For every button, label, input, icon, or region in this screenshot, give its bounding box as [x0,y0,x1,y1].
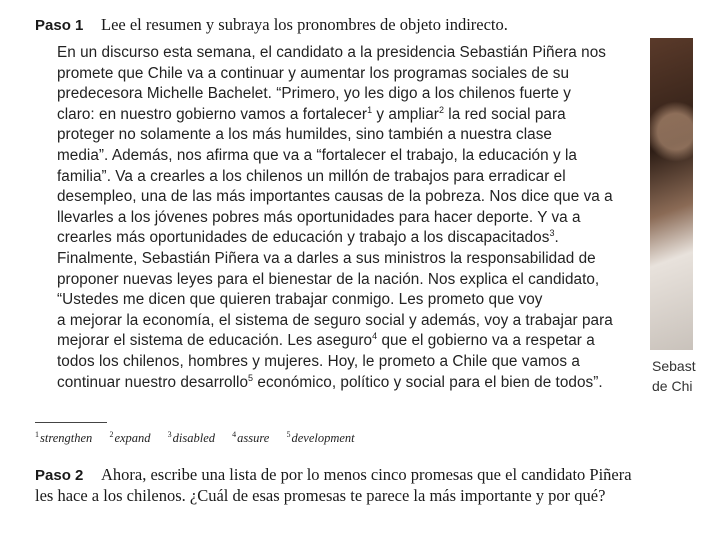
footnote-word: development [291,431,355,445]
candidate-photo [650,38,693,350]
footnote-marker: 4 [372,331,378,342]
passage-line [57,352,647,373]
footnote-item [286,431,354,445]
passage-line [57,84,647,105]
passage-line [57,105,647,126]
passage-text: Finalmente, Sebastián Piñera va a darles a sus ministros la responsabilidad de [57,249,596,267]
passage-line [57,43,647,64]
passage-line [57,290,647,311]
summary-passage [57,43,647,393]
passage-line [57,167,647,188]
footnote-word: strengthen [40,431,93,445]
footnote-number: 3 [167,430,172,439]
footnote-marker: 2 [438,104,444,115]
footnote-item [232,431,269,445]
paso-1-instruction: Lee el resumen y subraya los pronombres de objeto indirecto. [101,15,508,34]
passage-line [57,208,647,229]
passage-text: todos los chilenos, hombres y mujeres. Hoy, le prometo a Chile que vamos a [57,352,580,370]
footnote-marker: 5 [248,372,254,383]
passage-line [57,249,647,270]
passage-text: “Ustedes me dicen que quieren trabajar conmigo. Les prometo que voy [57,291,543,309]
passage-line [57,311,647,332]
footnote-marker: 3 [549,228,555,239]
footnote-word: disabled [172,431,216,445]
caption-line: Sebast [652,358,696,374]
passage-text: desempleo, una de las más importantes causas de la pobreza. Nos dice que va a [57,188,613,206]
paso-1-heading [35,15,508,35]
footnote-number: 5 [286,430,291,439]
passage-text: y ampliar [372,105,439,123]
passage-line [57,187,647,208]
passage-line [57,64,647,85]
caption-line: de Chi [652,378,693,394]
footnote-item [168,431,215,445]
passage-text: crearles más oportunidades de educación y trabajo a los discapacitados [57,229,550,247]
paso-1-label: Paso 1 [35,17,84,34]
footnote-number: 2 [109,430,114,439]
footnote-number: 4 [232,430,237,439]
passage-line [57,146,647,167]
passage-text: que el gobierno va a respetar a [377,332,595,350]
passage-text: la red social para [444,105,566,123]
passage-text: proteger no solamente a los más humildes, sino también a nuestra clase [57,126,552,144]
passage-text: . [554,229,559,247]
passage-line [57,373,647,394]
footnote-number: 1 [35,430,39,439]
passage-text: promete que Chile va a continuar y aumentar los programas sociales de su [57,64,570,82]
passage-text: a mejorar la economía, el sistema de seguro social y además, voy a trabajar para [57,311,613,329]
passage-text: mejorar el sistema de educación. Les aseguro [57,332,373,350]
footnote-word: assure [237,431,270,445]
passage-line [57,125,647,146]
paso-2-instruction: Ahora, escribe una lista de por lo menos cinco promesas que el candidato Piñera [101,465,632,484]
passage-text: En un discurso esta semana, el candidato a la presidencia Sebastián Piñera nos [57,44,606,61]
passage-text: continuar nuestro desarrollo [57,373,249,391]
paso-2-instruction-continued: les hace a los chilenos. ¿Cuál de esas promesas te parece la más importante y por qué? [35,486,606,505]
photo-caption [652,356,696,396]
passage-line [57,270,647,291]
passage-text: media”. Además, nos afirma que va a “fortalecer el trabajo, la educación y la [57,146,577,164]
passage-line [57,331,647,352]
paso-2-label: Paso 2 [35,467,84,484]
footnotes [35,430,369,446]
passage-text: familia”. Va a crearles a los chilenos un millón de trabajos para erradicar el [57,167,566,185]
footnote-marker: 1 [367,104,373,115]
paso-2-heading [35,465,632,485]
passage-line [57,228,647,249]
passage-text: proponer nuevas leyes para el bienestar de la nación. Nos explica el candidato, [57,270,600,288]
passage-text: claro: en nuestro gobierno vamos a fortalecer [57,105,368,123]
footnote-item [35,431,92,445]
footnote-word: expand [114,431,151,445]
passage-text: llevarles a los jóvenes pobres más oportunidades para hacer deporte. Y va a [57,208,581,226]
passage-text: predecesora Michelle Bachelet. “Primero, yo les digo a los chilenos fuerte y [57,85,571,103]
passage-text: económico, político y social para el bien de todos”. [253,373,603,391]
footnote-divider [35,422,107,423]
footnote-item [109,431,150,445]
